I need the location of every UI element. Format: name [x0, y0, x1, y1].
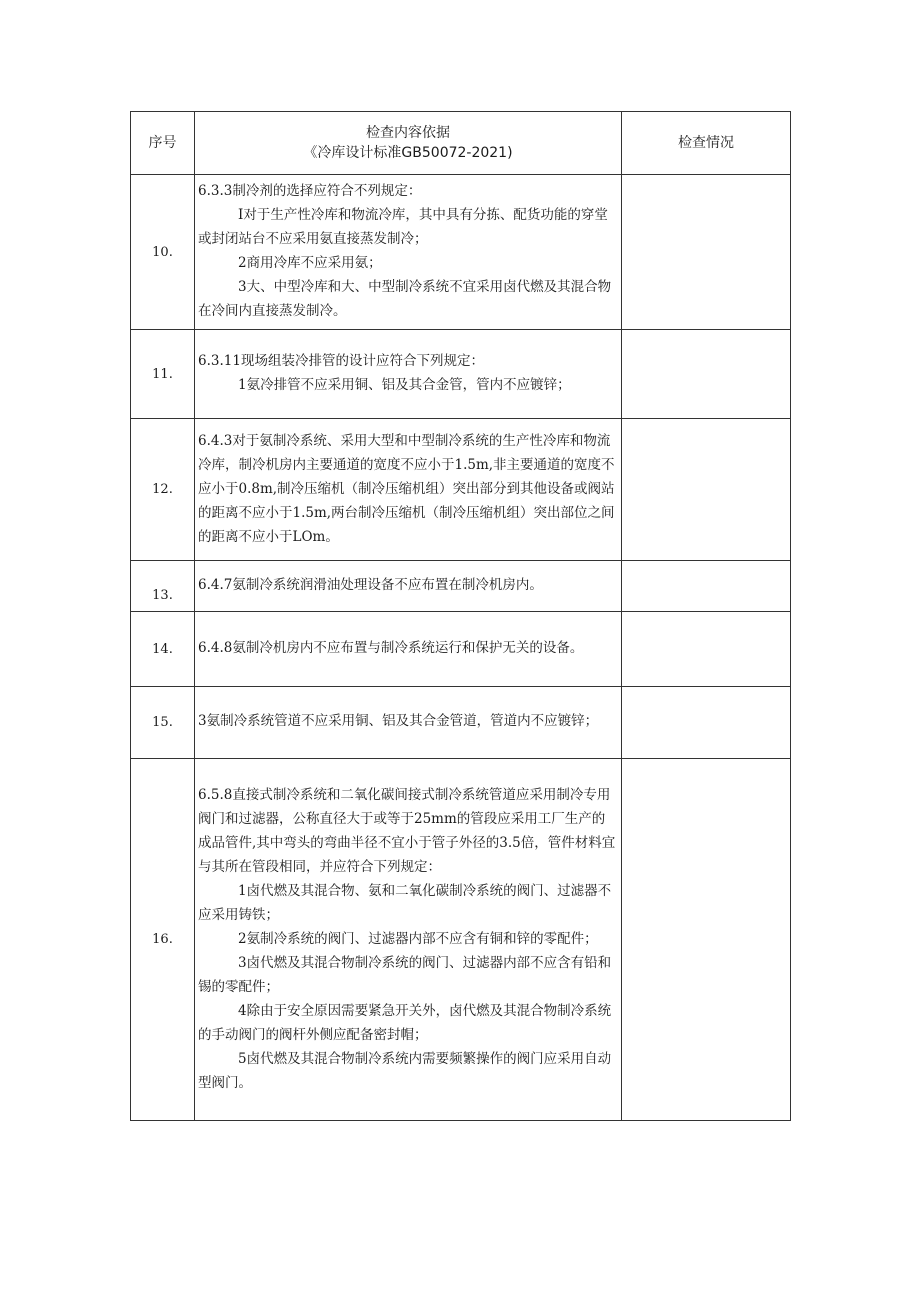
- inspection-table: [130, 111, 791, 1121]
- basis-paragraph: 6.4.3对于氨制冷系统、采用大型和中型制冷系统的生产性冷库和物流冷库，制冷机房内主要通道的宽度不应小于1.5m,非主要通道的宽度不应小于0.8m,制冷压缩机（制冷压缩机组）突出部分到其他设备或阀站的距离不应小于1.5m,两台制冷压缩机（制冷压缩机组）突出部位之间的距离不应小于LOm。: [198, 432, 615, 545]
- basis-paragraph: 3氨制冷系统管道不应采用铜、铝及其合金管道，管道内不应镀锌；: [198, 712, 599, 729]
- row-status-cell[interactable]: [622, 561, 791, 612]
- row-number: 10.: [131, 175, 195, 330]
- table-row: [131, 419, 791, 561]
- row-number: 12.: [131, 419, 195, 561]
- row-status-cell[interactable]: [622, 687, 791, 759]
- basis-paragraph: 1卤代燃及其混合物、氨和二氧化碳制冷系统的阀门、过滤器不应采用铸铁；: [198, 882, 612, 923]
- row-status-cell[interactable]: [622, 612, 791, 687]
- row-basis: [195, 612, 622, 687]
- row-status-cell[interactable]: [622, 175, 791, 330]
- header-basis-line2: 《冷库设计标准GB50072-2021): [303, 145, 513, 161]
- basis-paragraph: 6.3.11现场组装冷排管的设计应符合下列规定：: [198, 353, 484, 369]
- row-number: 11.: [131, 330, 195, 419]
- row-basis: [195, 419, 622, 561]
- row-number: 15.: [131, 687, 195, 759]
- row-status-cell[interactable]: [622, 759, 791, 1121]
- table-row: [131, 330, 791, 419]
- basis-paragraph: 2氨制冷系统的阀门、过滤器内部不应含有铜和锌的零配件；: [238, 930, 598, 947]
- basis-paragraph: 6.5.8直接式制冷系统和二氧化碳间接式制冷系统管道应采用制冷专用阀门和过滤器，公称直径大于或等于25mm的管段应采用工厂生产的成品管件,其中弯头的弯曲半径不宜小于管子外径的3.5倍，管件材料宜与其所在管段相同，并应符合下列规定：: [198, 786, 616, 875]
- header-no: 序号: [131, 112, 195, 175]
- basis-paragraph: 2商用冷库不应采用氨；: [238, 255, 382, 271]
- header-basis-line1: 检查内容依据: [366, 125, 450, 141]
- basis-paragraph: 3卤代燃及其混合物制冷系统的阀门、过滤器内部不应含有铅和锡的零配件；: [198, 954, 612, 995]
- table-row: [131, 612, 791, 687]
- basis-paragraph: 6.4.7氨制冷系统润滑油处理设备不应布置在制冷机房内。: [198, 577, 543, 593]
- row-number: 16.: [131, 759, 195, 1121]
- table-row: [131, 687, 791, 759]
- basis-paragraph: 6.3.3制冷剂的选择应符合不列规定：: [198, 183, 422, 199]
- row-basis: [195, 561, 622, 612]
- row-status-cell[interactable]: [622, 419, 791, 561]
- basis-paragraph: 3大、中型冷库和大、中型制冷系统不宜采用卤代燃及其混合物在冷间内直接蒸发制冷。: [198, 279, 612, 319]
- row-basis: [195, 330, 622, 419]
- table-row: [131, 561, 791, 612]
- basis-paragraph: I对于生产性冷库和物流冷库，其中具有分拣、配货功能的穿堂或封闭站台不应采用氨直接蒸发制冷；: [198, 207, 608, 247]
- basis-paragraph: 4除由于安全原因需要紧急开关外，卤代燃及其混合物制冷系统的手动阀门的阀杆外侧应配备密封帽；: [198, 1002, 612, 1043]
- row-basis: [195, 759, 622, 1121]
- basis-paragraph: 5卤代燃及其混合物制冷系统内需要频繁操作的阀门应采用自动型阀门。: [198, 1050, 612, 1091]
- header-basis: [195, 112, 622, 175]
- basis-paragraph: 6.4.8氨制冷机房内不应布置与制冷系统运行和保护无关的设备。: [198, 640, 584, 656]
- table-row: [131, 759, 791, 1121]
- row-basis: [195, 687, 622, 759]
- row-basis: [195, 175, 622, 330]
- row-number: 13.: [131, 561, 195, 612]
- table-row: [131, 175, 791, 330]
- row-status-cell[interactable]: [622, 330, 791, 419]
- row-number: 14.: [131, 612, 195, 687]
- basis-paragraph: 1氨冷排管不应采用铜、铝及其合金管，管内不应镀锌；: [238, 377, 571, 393]
- table-header-row: [131, 112, 791, 175]
- header-status: 检查情况: [622, 112, 791, 175]
